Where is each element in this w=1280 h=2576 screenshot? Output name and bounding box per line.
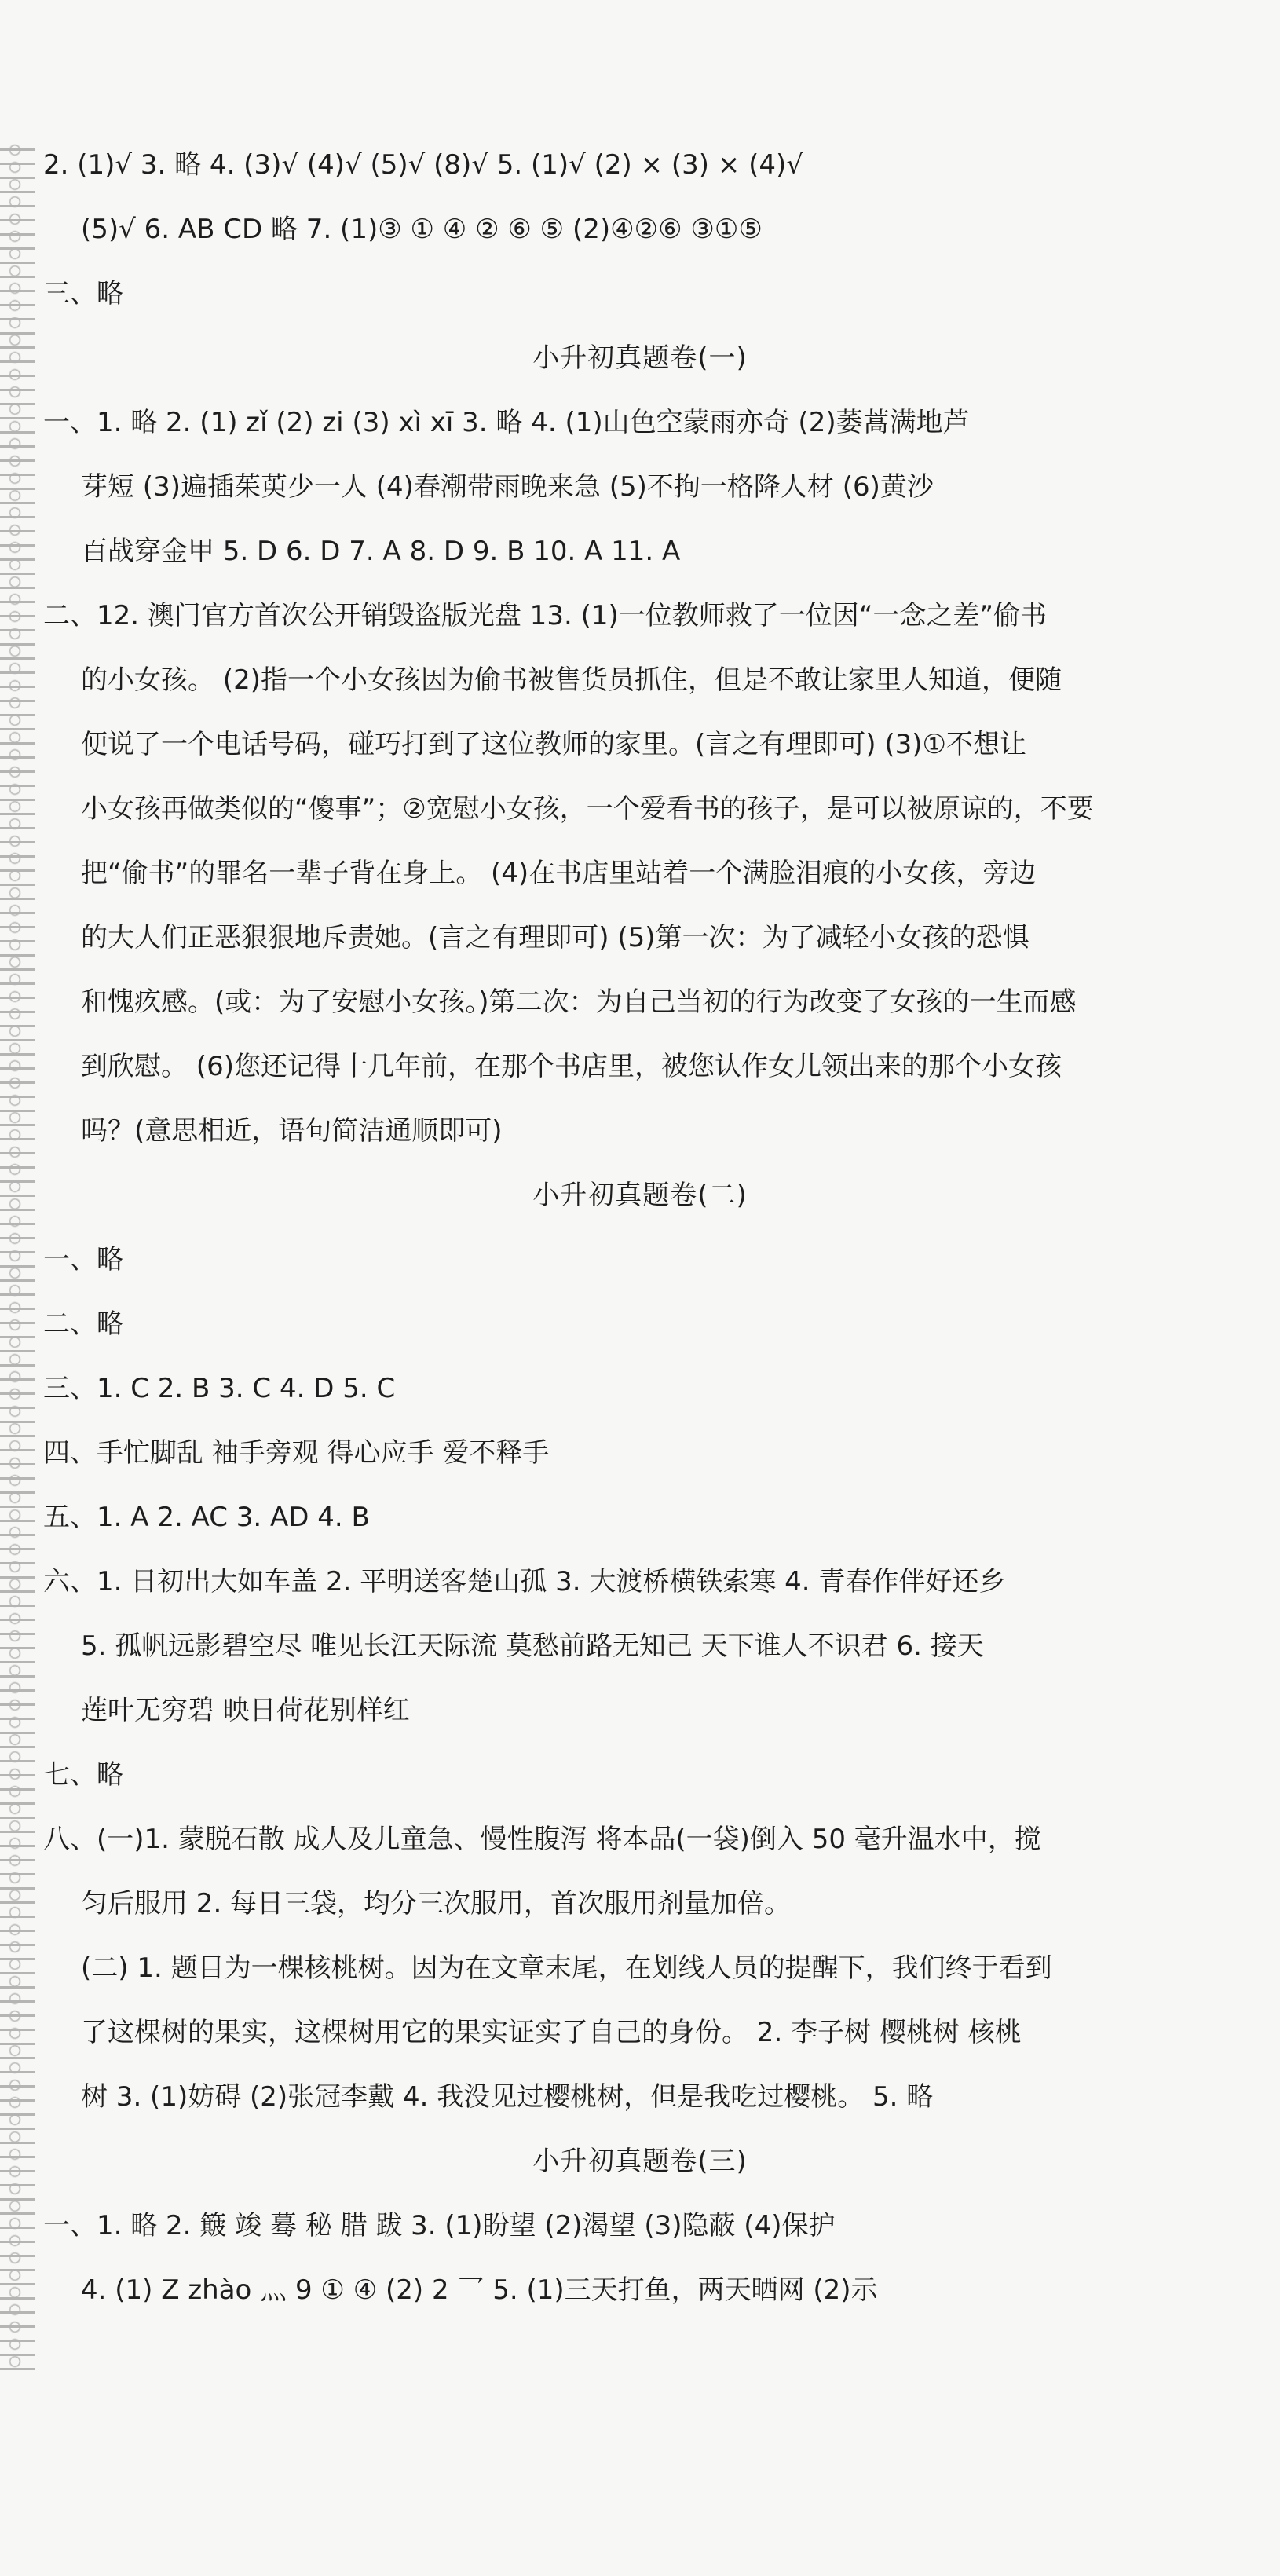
- answer-line: 的大人们正恶狠狠地斥责她。(言之有理即可) (5)第一次：为了减轻小女孩的恐惧: [81, 922, 1029, 953]
- answer-line: 一、1. 略 2. (1) zǐ (2) zi (3) xì xī 3. 略 4. (1)山色空蒙雨亦奇 (2)萎蒿满地芦: [43, 407, 970, 438]
- answer-page: [43, 149, 1237, 2339]
- answer-line: 莲叶无穷碧 映日荷花别样红: [81, 1695, 410, 1726]
- answer-line: 小女孩再做类似的“傻事”；②宽慰小女孩，一个爱看书的孩子，是可以被原谅的，不要: [81, 793, 1094, 825]
- answer-line: 匀后服用 2. 每日三袋，均分三次服用，首次服用剂量加倍。: [81, 1888, 792, 1919]
- answer-line: 五、1. A 2. AC 3. AD 4. B: [43, 1502, 370, 1533]
- answer-line: (二) 1. 题目为一棵核桃树。因为在文章末尾，在划线人员的提醒下，我们终于看到: [81, 1952, 1052, 1984]
- answer-line: 4. (1) Z zhào 灬 9 ① ④ (2) 2 乛 5. (1)三天打鱼，两天晒网 (2)示: [81, 2274, 878, 2306]
- answer-line: 四、手忙脚乱 袖手旁观 得心应手 爱不释手: [43, 1437, 550, 1469]
- answer-line: 一、略: [43, 1244, 123, 1275]
- section-heading: 小升初真题卷(三): [532, 2146, 748, 2177]
- answer-line: 百战穿金甲 5. D 6. D 7. A 8. D 9. B 10. A 11. A: [81, 536, 681, 567]
- answer-line: 芽短 (3)遍插茱萸少一人 (4)春潮带雨晚来急 (5)不拘一格降人材 (6)黄沙: [81, 471, 934, 503]
- answer-line: 树 3. (1)妨碍 (2)张冠李戴 4. 我没见过樱桃树，但是我吃过樱桃。 5. 略: [81, 2081, 934, 2113]
- answer-line: 把“偷书”的罪名一辈子背在身上。 (4)在书店里站着一个满脸泪痕的小女孩，旁边: [81, 858, 1037, 889]
- answer-line: 便说了一个电话号码，碰巧打到了这位教师的家里。(言之有理即可) (3)①不想让: [81, 729, 1026, 760]
- answer-line: 二、略: [43, 1308, 123, 1340]
- answer-line: 三、1. C 2. B 3. C 4. D 5. C: [43, 1373, 396, 1404]
- answer-line: 六、1. 日初出大如车盖 2. 平明送客楚山孤 3. 大渡桥横铁索寒 4. 青春作伴好还乡: [43, 1566, 1006, 1597]
- answer-line: 吗？(意思相近，语句简洁通顺即可): [81, 1115, 503, 1147]
- answer-line: 和愧疚感。(或：为了安慰小女孩。)第二次：为自己当初的行为改变了女孩的一生而感: [81, 986, 1077, 1018]
- answer-line: 八、(一)1. 蒙脱石散 成人及儿童急、慢性腹泻 将本品(一袋)倒入 50 毫升温水中，搅: [43, 1824, 1041, 1855]
- answer-lines: [43, 149, 1237, 2306]
- answer-line: (5)√ 6. AB CD 略 7. (1)③ ① ④ ② ⑥ ⑤ (2)④②⑥ ③①⑤: [81, 214, 763, 245]
- section-heading: 小升初真题卷(二): [532, 1180, 748, 1211]
- decorative-border: [0, 141, 35, 2372]
- answer-line: 一、1. 略 2. 簸 竣 蓦 秘 腊 跋 3. (1)盼望 (2)渴望 (3)隐蔽 (4)保护: [43, 2210, 836, 2241]
- answer-line: 的小女孩。 (2)指一个小女孩因为偷书被售货员抓住，但是不敢让家里人知道，便随: [81, 664, 1062, 696]
- answer-line: 5. 孤帆远影碧空尽 唯见长江天际流 莫愁前路无知己 天下谁人不识君 6. 接天: [81, 1630, 984, 1662]
- answer-line: 七、略: [43, 1759, 123, 1791]
- answer-line: 了这棵树的果实，这棵树用它的果实证实了自己的身份。 2. 李子树 樱桃树 核桃: [81, 2017, 1022, 2048]
- answer-line: 三、略: [43, 278, 123, 309]
- section-heading: 小升初真题卷(一): [532, 342, 748, 374]
- answer-line: 到欣慰。 (6)您还记得十几年前，在那个书店里，被您认作女儿领出来的那个小女孩: [81, 1051, 1062, 1082]
- answer-line: 2. (1)√ 3. 略 4. (3)√ (4)√ (5)√ (8)√ 5. (1)√ (2) × (3) × (4)√: [43, 149, 803, 181]
- answer-line: 二、12. 澳门官方首次公开销毁盗版光盘 13. (1)一位教师救了一位因“一念之差”偷书: [43, 600, 1047, 631]
